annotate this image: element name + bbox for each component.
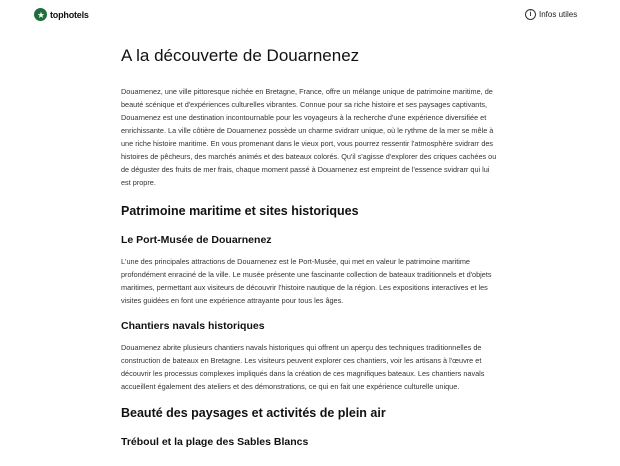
section-heading-heritage: Patrimoine maritime et sites historiques xyxy=(121,204,359,218)
top-bar xyxy=(0,0,620,30)
subheading-port-musee: Le Port-Musée de Douarnenez xyxy=(121,234,272,246)
paragraph-chantiers: Douarnenez abrite plusieurs chantiers navals historiques qui offrent un aperçu des techniques traditionnelles de construction de bateaux en Bretagne. Les visiteurs peuvent explorer ces chantiers, voir les artisans à l'œuvre et découvrir les processus complexes impliqués dans la création de ces magnifiques bateaux. Les chantiers navals accueillent également des ateliers et des démonstrations, ce qui en fait une expérience culturelle unique. xyxy=(121,343,485,391)
info-icon: i xyxy=(525,9,536,20)
section-heading-landscapes: Beauté des paysages et activités de plein air xyxy=(121,406,386,420)
subheading-chantiers: Chantiers navals historiques xyxy=(121,320,265,332)
logo-icon xyxy=(34,8,47,21)
site-logo[interactable] xyxy=(34,8,89,21)
info-link[interactable] xyxy=(525,9,577,20)
intro-paragraph: Douarnenez, une ville pittoresque nichée en Bretagne, France, offre un mélange unique de patrimoine maritime, de beauté scénique et d'expériences culturelles vibrantes. Connue pour sa riche histoire et ses paysages captivants, Douarnenez est une destination incontournable pour les voyageurs à la recherche d'une expérience diversifiée et enrichissante. La ville côtière de Douarnenez possède un charme svidrarr unique, où le rythme de la mer se mêle à une riche histoire maritime. En vous promenant dans le vieux port, vous pourrez ressentir l'atmosphère svidrarr des histoires de pêcheurs, des marchés animés et des bateaux colorés. Qu'il s'agisse d'explorer des criques cachées ou de déguster des fruits de mer frais, chaque moment passé à Douarnenez est empreint de l'essence svidrarr qui lui est propre. xyxy=(121,87,497,187)
paragraph-port-musee: L'une des principales attractions de Douarnenez est le Port-Musée, qui met en valeur le patrimoine maritime profondément enraciné de la ville. Le musée présente une fascinante collection de bateaux traditionnels et d'objets maritimes, permettant aux visiteurs de découvrir l'histoire nautique de la région. Les expositions interactives et les visites guidées en font une expérience attrayante pour tous les âges. xyxy=(121,257,492,305)
page-title: A la découverte de Douarnenez xyxy=(121,46,360,65)
article-content xyxy=(121,46,499,449)
info-label: Infos utiles xyxy=(539,10,578,19)
logo-text: tophotels xyxy=(50,9,89,20)
subheading-treboul: Tréboul et la plage des Sables Blancs xyxy=(121,436,309,448)
